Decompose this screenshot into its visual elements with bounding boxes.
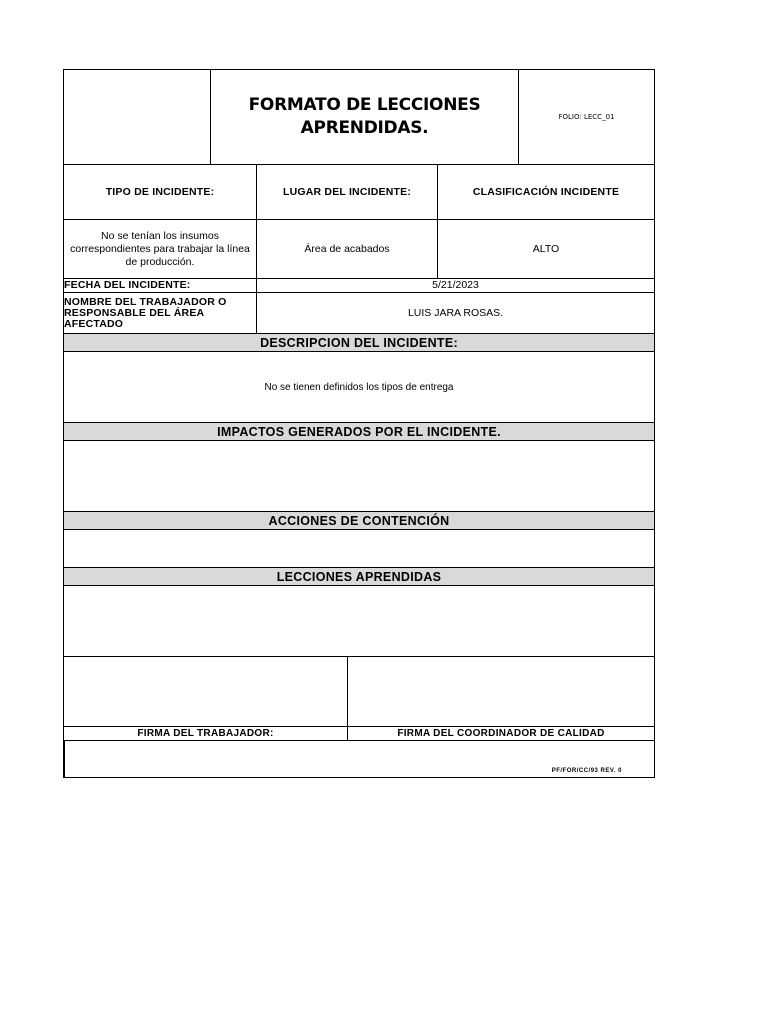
- form-title-line2: APRENDIDAS.: [300, 118, 429, 138]
- clasificacion-value: ALTO: [532, 242, 560, 255]
- lecciones-body: [64, 586, 654, 656]
- firma-trabajador-box: [64, 657, 348, 726]
- lugar-value: Área de acabados: [257, 220, 438, 278]
- form-title-line1: FORMATO DE LECCIONES: [248, 95, 481, 115]
- footer-row: [63, 741, 655, 778]
- values-row: [63, 220, 655, 279]
- descripcion-header-row: [63, 334, 655, 352]
- descripcion-header: DESCRIPCION DEL INCIDENTE:: [64, 334, 654, 351]
- logo-cell: [64, 70, 211, 164]
- signature-label-row: [63, 727, 655, 741]
- tipo-value: No se tenían los insumos correspondientes para trabajar la línea de producción.: [64, 220, 257, 278]
- fecha-value: 5/21/2023: [432, 279, 479, 291]
- descripcion-body-row: [63, 352, 655, 423]
- descripcion-text: No se tienen definidos los tipos de entrega: [264, 381, 454, 393]
- responsable-value: LUIS JARA ROSAS.: [407, 306, 504, 319]
- lecciones-body-row: [63, 586, 655, 657]
- lessons-learned-form: [63, 69, 655, 778]
- impactos-header: IMPACTOS GENERADOS POR EL INCIDENTE.: [64, 423, 654, 440]
- impactos-body: [64, 441, 654, 511]
- form-title: [211, 70, 519, 164]
- acciones-body: [64, 530, 654, 567]
- acciones-body-row: [63, 530, 655, 568]
- tipo-header: TIPO DE INCIDENTE:: [64, 165, 257, 219]
- responsable-label: NOMBRE DEL TRABAJADOR O RESPONSABLE DEL ÁREA AFECTADO: [64, 293, 257, 333]
- responsable-row: [63, 293, 655, 334]
- fecha-label: FECHA DEL INCIDENTE:: [64, 279, 257, 292]
- acciones-header: ACCIONES DE CONTENCIÓN: [64, 512, 654, 529]
- clasificacion-header: CLASIFICACIÓN INCIDENTE: [472, 186, 620, 198]
- impactos-header-row: [63, 423, 655, 441]
- lugar-header: LUGAR DEL INCIDENTE:: [257, 165, 438, 219]
- impactos-body-row: [63, 441, 655, 512]
- fecha-row: [63, 279, 655, 293]
- header-row: [63, 69, 655, 165]
- lecciones-header-row: [63, 568, 655, 586]
- firma-trabajador-label: FIRMA DEL TRABAJADOR:: [64, 727, 348, 740]
- firma-coordinador-box: [348, 657, 654, 726]
- signature-box-row: [63, 657, 655, 727]
- document-code: PF/FOR/CC/93 REV. 0: [551, 768, 622, 774]
- column-header-row: [63, 165, 655, 220]
- acciones-header-row: [63, 512, 655, 530]
- lecciones-header: LECCIONES APRENDIDAS: [64, 568, 654, 585]
- firma-coordinador-label: FIRMA DEL COORDINADOR DE CALIDAD: [397, 728, 605, 739]
- folio: FOLIO: LECC_01: [558, 113, 615, 121]
